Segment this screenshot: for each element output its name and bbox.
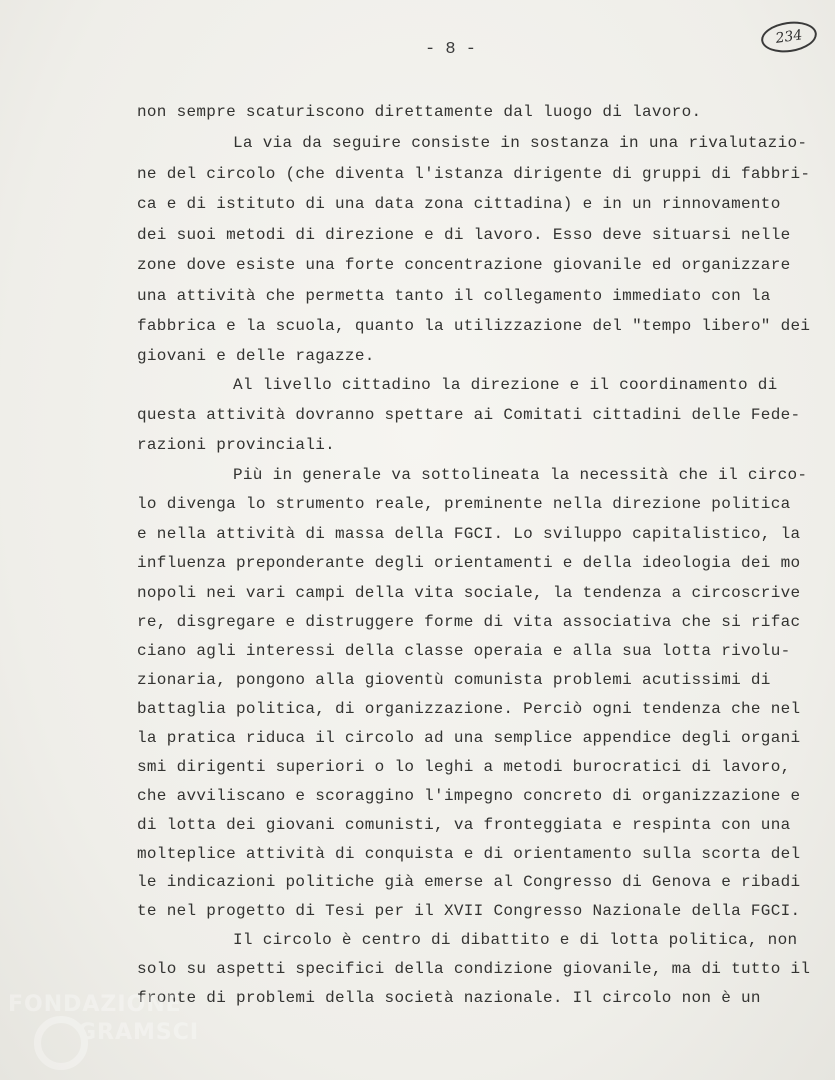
text-line: re, disgregare e distruggere forme di vita associativa che si rifac bbox=[137, 613, 801, 631]
watermark-line-2: GRAMSCI bbox=[78, 1020, 200, 1045]
text-line: le indicazioni politiche già emerse al Congresso di Genova e ribadi bbox=[137, 873, 801, 891]
text-line: giovani e delle ragazze. bbox=[137, 347, 375, 365]
text-line: ca e di istituto di una data zona cittadina) e in un rinnovamento bbox=[137, 195, 781, 213]
archive-number-stamp: 234 bbox=[759, 18, 819, 56]
text-line: fronte di problemi della società nazionale. Il circolo non è un bbox=[137, 989, 761, 1007]
text-line: ne del circolo (che diventa l'istanza dirigente di gruppi di fabbri- bbox=[137, 165, 811, 183]
text-line: non sempre scaturiscono direttamente dal luogo di lavoro. bbox=[137, 103, 702, 121]
fondazione-gramsci-watermark bbox=[8, 990, 208, 1070]
text-line: influenza preponderante degli orientamenti e della ideologia dei mo bbox=[137, 554, 801, 572]
text-line: di lotta dei giovani comunisti, va fronteggiata e respinta con una bbox=[137, 816, 791, 834]
page-number: - 8 - bbox=[425, 40, 477, 59]
text-line: questa attività dovranno spettare ai Comitati cittadini delle Fede- bbox=[137, 406, 801, 424]
text-line: solo su aspetti specifici della condizione giovanile, ma di tutto il bbox=[137, 960, 811, 978]
text-line: e nella attività di massa della FGCI. Lo sviluppo capitalistico, la bbox=[137, 525, 801, 543]
text-line: La via da seguire consiste in sostanza in una rivalutazio- bbox=[233, 134, 808, 152]
text-line: zionaria, pongono alla gioventù comunista problemi acutissimi di bbox=[137, 671, 771, 689]
text-line: Il circolo è centro di dibattito e di lotta politica, non bbox=[233, 931, 798, 949]
text-line: la pratica riduca il circolo ad una semplice appendice degli organi bbox=[137, 729, 801, 747]
text-line: una attività che permetta tanto il collegamento immediato con la bbox=[137, 287, 771, 305]
text-line: che avviliscano e scoraggino l'impegno concreto di organizzazione e bbox=[137, 787, 801, 805]
text-line: razioni provinciali. bbox=[137, 436, 336, 454]
text-line: battaglia politica, di organizzazione. Perciò ogni tendenza che nel bbox=[137, 700, 801, 718]
text-line: lo divenga lo strumento reale, preminente nella direzione politica bbox=[137, 495, 791, 513]
text-line: molteplice attività di conquista e di orientamento sulla scorta del bbox=[137, 845, 801, 863]
text-line: ciano agli interessi della classe operaia e alla sua lotta rivolu- bbox=[137, 642, 791, 660]
text-line: te nel progetto di Tesi per il XVII Congresso Nazionale della FGCI. bbox=[137, 902, 801, 920]
watermark-line-1: FONDAZIONE bbox=[8, 992, 182, 1017]
text-line: fabbrica e la scuola, quanto la utilizzazione del "tempo libero" dei bbox=[137, 317, 811, 335]
text-line: smi dirigenti superiori o lo leghi a metodi burocratici di lavoro, bbox=[137, 758, 791, 776]
text-line: Più in generale va sottolineata la necessità che il circo- bbox=[233, 466, 808, 484]
text-line: Al livello cittadino la direzione e il coordinamento di bbox=[233, 376, 778, 394]
text-line: zone dove esiste una forte concentrazione giovanile ed organizzare bbox=[137, 256, 791, 274]
text-line: nopoli nei vari campi della vita sociale, la tendenza a circoscrive bbox=[137, 584, 801, 602]
text-line: dei suoi metodi di direzione e di lavoro. Esso deve situarsi nelle bbox=[137, 226, 791, 244]
